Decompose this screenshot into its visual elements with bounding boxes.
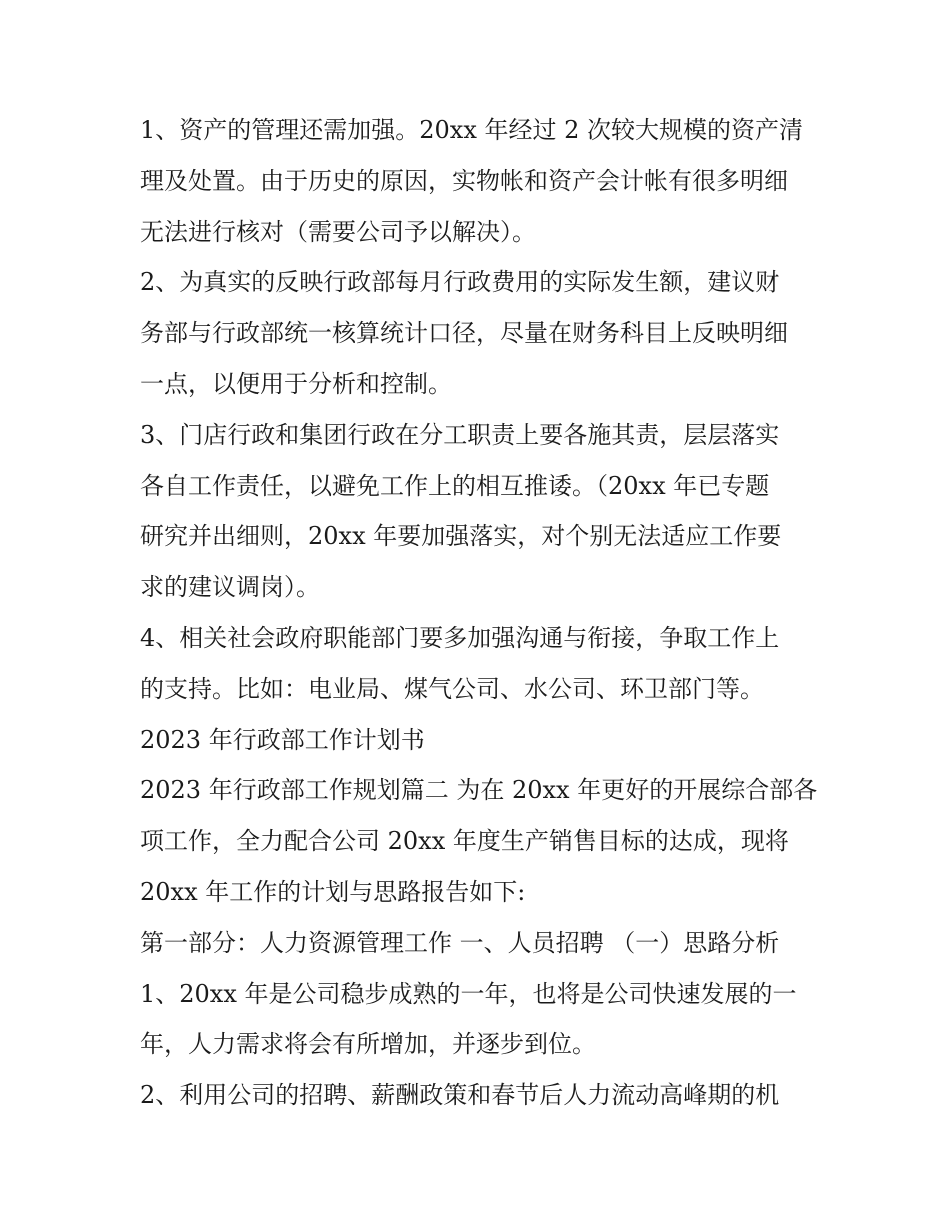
text-line: 第一部分：人力资源管理工作 一、人员招聘 （一）思路分析 [140,928,780,957]
text-line: 1、20xx 年是公司稳步成熟的一年，也将是公司快速发展的一 [140,979,797,1008]
document-body [140,105,820,1121]
text-line: 求的建议调岗）。 [140,573,320,602]
text-line: 2、利用公司的招聘、薪酬政策和春节后人力流动高峰期的机 [140,1081,780,1110]
text-line: 研究并出细则，20xx 年要加强落实，对个别无法适应工作要 [140,522,782,551]
text-line: 各自工作责任，以避免工作上的相互推诿。（20xx 年已专题 [140,471,770,500]
text-line: 2、为真实的反映行政部每月行政费用的实际发生额，建议财 [140,268,780,297]
text-line: 一点，以便用于分析和控制。 [140,369,452,398]
text-line: 3、门店行政和集团行政在分工职责上要各施其责，层层落实 [140,420,780,449]
text-line: 20xx 年工作的计划与思路报告如下: [140,877,526,906]
text-line: 2023 年行政部工作规划篇二 为在 20xx 年更好的开展综合部各 [140,776,818,805]
section-heading: 2023 年行政部工作计划书 [140,725,425,754]
text-line: 务部与行政部统一核算统计口径，尽量在财务科目上反映明细 [140,319,788,348]
text-line: 项工作，全力配合公司 20xx 年度生产销售目标的达成，现将 [140,827,789,856]
text-line: 理及处置。由于历史的原因，实物帐和资产会计帐有很多明细 [140,166,788,195]
text-line: 4、相关社会政府职能部门要多加强沟通与衔接，争取工作上 [140,623,780,652]
text-line: 1、资产的管理还需加强。20xx 年经过 2 次较大规模的资产清 [140,116,804,144]
text-line: 年，人力需求将会有所增加，并逐步到位。 [140,1030,596,1059]
text-line: 无法进行核对（需要公司予以解决）。 [140,217,536,246]
text-line: 的支持。比如：电业局、煤气公司、水公司、环卫部门等。 [140,674,764,703]
